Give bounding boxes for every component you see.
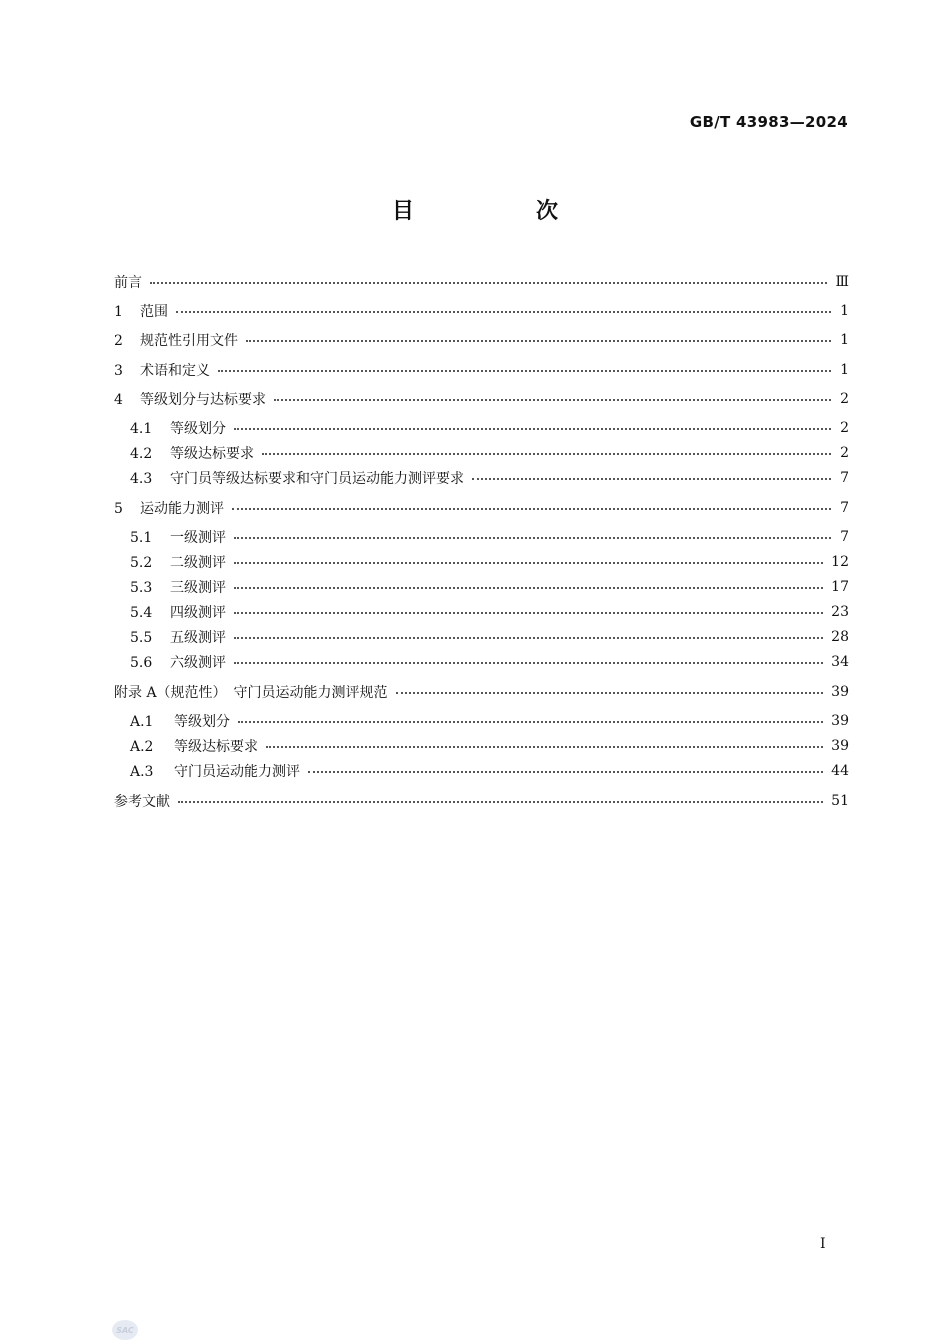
toc-entry-title: 五级测评: [170, 630, 226, 646]
toc-entry-number: A.2: [130, 739, 154, 755]
toc-entry-number: 1: [114, 304, 123, 320]
toc-leader-dots: [150, 282, 827, 284]
toc-entry-title: 守门员运动能力测评: [174, 764, 300, 780]
toc-entry-title: 等级达标要求: [170, 446, 254, 462]
toc-entry-page: 23: [831, 604, 849, 620]
toc-entry-title: 六级测评: [170, 655, 226, 671]
toc-leader-dots: [218, 370, 831, 372]
toc-entry-title: 前言: [114, 275, 142, 291]
toc-entry-title: 范围: [140, 304, 168, 320]
toc-entry-page: 1: [840, 332, 849, 348]
toc-entry-page: 2: [840, 391, 849, 407]
toc-leader-dots: [176, 311, 831, 313]
toc-leader-dots: [274, 399, 831, 401]
toc-entry-title: 等级划分: [170, 421, 226, 437]
toc-entry[interactable]: [114, 467, 849, 489]
toc-leader-dots: [178, 801, 823, 803]
toc-entry[interactable]: [114, 760, 849, 782]
toc-entry-number: A.3: [130, 764, 154, 780]
toc-leader-dots: [396, 692, 824, 694]
toc-entry-page: 39: [831, 684, 849, 700]
toc-leader-dots: [234, 562, 823, 564]
toc-leader-dots: [234, 587, 823, 589]
toc-entry[interactable]: [114, 417, 849, 439]
toc-entry-number: 5.1: [130, 530, 153, 546]
toc-entry-title: 三级测评: [170, 580, 226, 596]
toc-entry-page: 39: [831, 738, 849, 754]
toc-entry-number: 4.3: [130, 471, 153, 487]
toc-entry-title: 参考文献: [114, 794, 170, 810]
toc-leader-dots: [308, 771, 823, 773]
toc-entry[interactable]: [114, 551, 849, 573]
toc-entry[interactable]: [114, 651, 849, 673]
toc-entry-number: 5.4: [130, 605, 153, 621]
toc-entry-number: 5.6: [130, 655, 153, 671]
toc-entry[interactable]: [114, 329, 849, 351]
toc-entry[interactable]: [114, 359, 849, 381]
toc-entry-page: 7: [840, 470, 849, 486]
toc-entry-number: 5: [114, 501, 123, 517]
toc-entry-number: A.1: [130, 714, 154, 730]
toc-leader-dots: [266, 746, 823, 748]
toc-entry-title: 附录 A（规范性） 守门员运动能力测评规范: [114, 685, 388, 701]
toc-entry-page: 44: [831, 763, 849, 779]
toc-entry-title: 术语和定义: [140, 363, 210, 379]
toc-entry-page: 17: [831, 579, 849, 595]
toc-entry-number: 3: [114, 363, 123, 379]
toc-entry[interactable]: [114, 388, 849, 410]
toc-leader-dots: [472, 478, 831, 480]
toc-entry[interactable]: [114, 626, 849, 648]
toc-entry-title: 运动能力测评: [140, 501, 224, 517]
toc-entry-title: 四级测评: [170, 605, 226, 621]
toc-entry[interactable]: [114, 497, 849, 519]
toc-entry-title: 二级测评: [170, 555, 226, 571]
toc-leader-dots: [234, 537, 831, 539]
toc-leader-dots: [262, 453, 831, 455]
toc-leader-dots: [238, 721, 823, 723]
toc-entry[interactable]: [114, 300, 849, 322]
toc-entry-page: Ⅲ: [835, 274, 849, 290]
toc-leader-dots: [234, 637, 823, 639]
toc-entry-number: 4.1: [130, 421, 153, 437]
toc-entry-title: 规范性引用文件: [140, 333, 238, 349]
toc-entry-page: 1: [840, 303, 849, 319]
toc-entry-title: 守门员等级达标要求和守门员运动能力测评要求: [170, 471, 464, 487]
toc-entry[interactable]: [114, 710, 849, 732]
toc-leader-dots: [234, 428, 831, 430]
toc-entry[interactable]: [114, 442, 849, 464]
toc-entry-page: 7: [840, 500, 849, 516]
toc-entry-page: 2: [840, 445, 849, 461]
toc-entry-number: 5.3: [130, 580, 153, 596]
toc-entry[interactable]: [114, 790, 849, 812]
toc-entry-page: 12: [831, 554, 849, 570]
toc-title: 目 次: [391, 198, 608, 224]
toc-entry-page: 28: [831, 629, 849, 645]
toc-entry-title: 等级达标要求: [174, 739, 258, 755]
toc-entry-number: 4: [114, 392, 123, 408]
toc-leader-dots: [234, 662, 823, 664]
toc-entry[interactable]: [114, 576, 849, 598]
toc-entry-page: 34: [831, 654, 849, 670]
toc-entry-number: 2: [114, 333, 123, 349]
toc-entry-page: 39: [831, 713, 849, 729]
toc-leader-dots: [246, 340, 831, 342]
toc-entry[interactable]: [114, 601, 849, 623]
sac-logo-icon: SAC: [112, 1320, 138, 1340]
toc-entry[interactable]: [114, 735, 849, 757]
toc-leader-dots: [234, 612, 823, 614]
standard-code: GB/T 43983—2024: [689, 113, 848, 131]
toc-entry-page: 1: [840, 362, 849, 378]
toc-entry-title: 等级划分与达标要求: [140, 392, 266, 408]
toc-entry-title: 等级划分: [174, 714, 230, 730]
toc-entry-number: 5.2: [130, 555, 153, 571]
page-number: Ⅰ: [820, 1236, 826, 1252]
toc-entry-title: 一级测评: [170, 530, 226, 546]
toc-entry[interactable]: [114, 526, 849, 548]
toc-entry-number: 4.2: [130, 446, 153, 462]
toc-entry-number: 5.5: [130, 630, 153, 646]
toc-entry[interactable]: [114, 271, 849, 293]
toc-entry-page: 7: [840, 529, 849, 545]
toc-entry-page: 2: [840, 420, 849, 436]
toc-leader-dots: [232, 508, 831, 510]
toc-entry-page: 51: [831, 793, 849, 809]
toc-entry[interactable]: [114, 681, 849, 703]
